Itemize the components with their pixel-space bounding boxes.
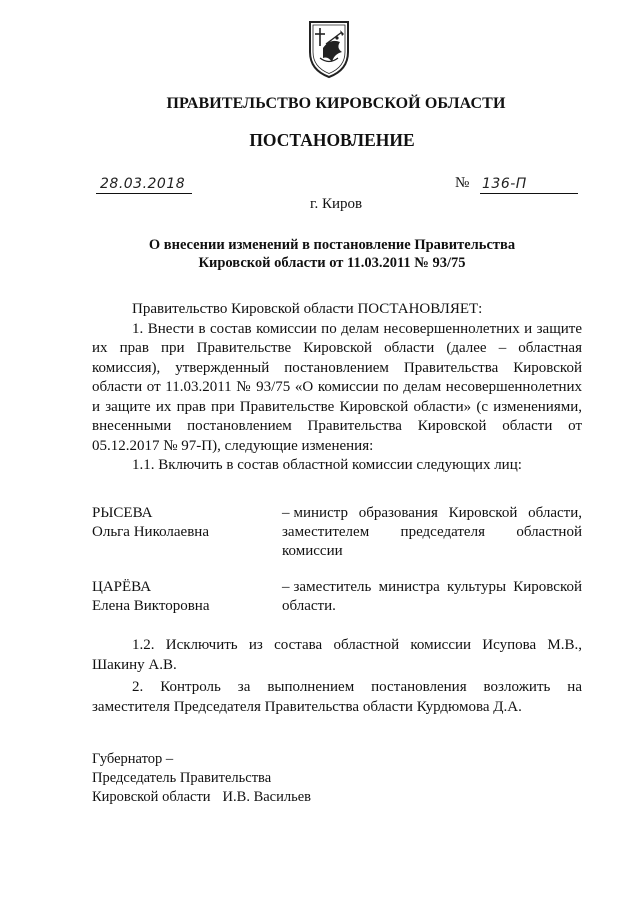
member-role-text: министр образования Кировской области, заместителем председателя областной комиссии bbox=[282, 505, 582, 559]
item-1-2: 1.2. Исключить из состава областной комиссии Исупова М.В., Шакину А.В. bbox=[92, 637, 582, 673]
item-1-1: 1.1. Включить в состав областной комиссии следующих лиц: bbox=[132, 457, 522, 473]
item-2: 2. Контроль за выполнением постановления возложить на заместителя Председателя Правительства области Курдюмова Д.А. bbox=[92, 679, 582, 715]
member-name bbox=[92, 504, 272, 542]
document-body-continued bbox=[92, 635, 582, 717]
signature-block bbox=[92, 750, 492, 807]
preamble: Правительство Кировской области ПОСТАНОВЛЯЕТ: bbox=[132, 301, 483, 317]
document-type-title: ПОСТАНОВЛЕНИЕ bbox=[249, 130, 415, 150]
signature-row bbox=[92, 788, 492, 807]
city-name: г. Киров bbox=[310, 196, 363, 212]
document-body bbox=[92, 300, 582, 476]
members-list bbox=[92, 504, 582, 644]
member-given-names: Ольга Николаевна bbox=[92, 524, 209, 540]
member-name bbox=[92, 578, 272, 616]
number-field bbox=[480, 178, 578, 194]
organization-title: ПРАВИТЕЛЬСТВО КИРОВСКОЙ ОБЛАСТИ bbox=[166, 95, 506, 112]
member-given-names: Елена Викторовна bbox=[92, 598, 210, 614]
signatory-name: И.В. Васильев bbox=[222, 789, 311, 805]
signature-title-line-2: Председатель Правительства bbox=[92, 770, 272, 786]
member-surname: ЦАРЁВА bbox=[92, 579, 152, 595]
member-surname: РЫСЕВА bbox=[92, 505, 153, 521]
handwritten-date: 28.03.2018 bbox=[100, 176, 186, 192]
signature-title-line-3: Кировской области bbox=[92, 789, 211, 805]
subject-line-2: Кировской области от 11.03.2011 № 93/75 bbox=[198, 255, 466, 271]
number-label: № bbox=[455, 175, 470, 191]
item-1: 1. Внести в состав комиссии по делам несовершеннолетних и защите их прав при Правительстве Кировской области (далее – областная комиссия), утвержденный постановлением Правительства Кировской области от 11.03.2011 № 93/75 «О комиссии по делам несовершеннолетних и защите их прав при Правительстве Кировской области» (с изменениями, внесенными постановлением Правительства Кировской области от 05.12.2017 № 97-П), следующие изменения: bbox=[92, 320, 582, 454]
member-role-text: заместитель министра культуры Кировской области. bbox=[282, 579, 582, 614]
member-entry bbox=[92, 504, 582, 570]
dash: – bbox=[282, 505, 290, 521]
handwritten-number: 136-П bbox=[482, 176, 527, 192]
member-role bbox=[282, 504, 582, 561]
signature-title-line-1: Губернатор – bbox=[92, 751, 174, 767]
coat-of-arms-icon bbox=[306, 18, 352, 80]
subject-line-1: О внесении изменений в постановление Правительства bbox=[148, 237, 516, 253]
member-role bbox=[282, 578, 582, 616]
date-field bbox=[96, 178, 192, 194]
document-subject bbox=[12, 236, 640, 272]
dash: – bbox=[282, 579, 290, 595]
